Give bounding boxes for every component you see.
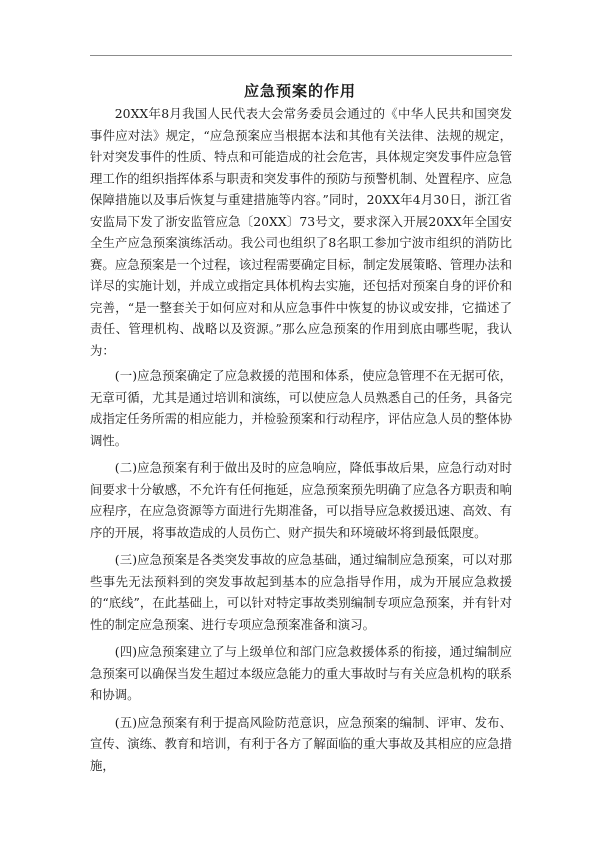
header-rule	[90, 55, 512, 56]
paragraph-point-5: (五)应急预案有利于提高风险防范意识，应急预案的编制、评审、发布、宣传、演练、教育和培训，有利于各方了解面临的重大事故及其相应的应急措施，	[90, 714, 512, 773]
paragraph-intro: 20XX年8月我国人民代表大会常务委员会通过的《中华人民共和国突发事件应对法》规定，“应急预案应当根据本法和其他有关法律、法规的规定，针对突发事件的性质、特点和可能造成的社会危害，具体规定突发事件应急管理工作的组织指挥体系与职责和突发事件的预防与预警机制、处置程序、应急保障措施以及事后恢复与重建措施等内容。”同时，20XX年4月30日，浙江省安监局下发了浙安监管应急〔20XX〕73号文，要求深入开展20XX年全国安全生产应急预案演练活动。我公司也组织了8名职工参加宁波市组织的消防比赛。应急预案是一个过程，该过程需要确定目标，制定发展策略、管理办法和详尽的实施计划，并成立或指定具体机构去实施，还包括对预案自身的评价和完善，“是一整套关于如何应对和从应急事件中恢复的协议或安排，它描述了责任、管理机构、战略以及资源。”那么应急预案的作用到底由哪些呢，我认为：	[90, 106, 512, 358]
paragraph-point-4: (四)应急预案建立了与上级单位和部门应急救援体系的衔接，通过编制应急预案可以确保当发生超过本级应急能力的重大事故时与有关应急机构的联系和协调。	[90, 644, 512, 702]
document-title: 应急预案的作用	[243, 82, 356, 100]
paragraph-point-3: (三)应急预案是各类突发事故的应急基础，通过编制应急预案，可以对那些事先无法预料到的突发事故起到基本的应急指导作用，成为开展应急救援的“底线”，在此基础上，可以针对特定事故类别编制专项应急预案，并有针对性的制定应急预案、进行专项应急预案准备和演习。	[90, 552, 512, 632]
document-body	[90, 103, 512, 782]
paragraph-point-2: (二)应急预案有利于做出及时的应急响应，降低事故后果，应急行动对时间要求十分敏感，不允许有任何拖延，应急预案预先明确了应急各方职责和响应程序，在应急资源等方面进行先期准备，可以指导应急救援迅速、高效、有序的开展，将事故造成的人员伤亡、财产损失和环境破坏将到最低限度。	[90, 460, 512, 540]
paragraph-point-1: (一)应急预案确定了应急救援的范围和体系，使应急管理不在无据可依，无章可循，尤其是通过培训和演练，可以使应急人员熟悉自己的任务，具备完成指定任务所需的相应能力，并检验预案和行动程序，评估应急人员的整体协调性。	[90, 368, 512, 448]
